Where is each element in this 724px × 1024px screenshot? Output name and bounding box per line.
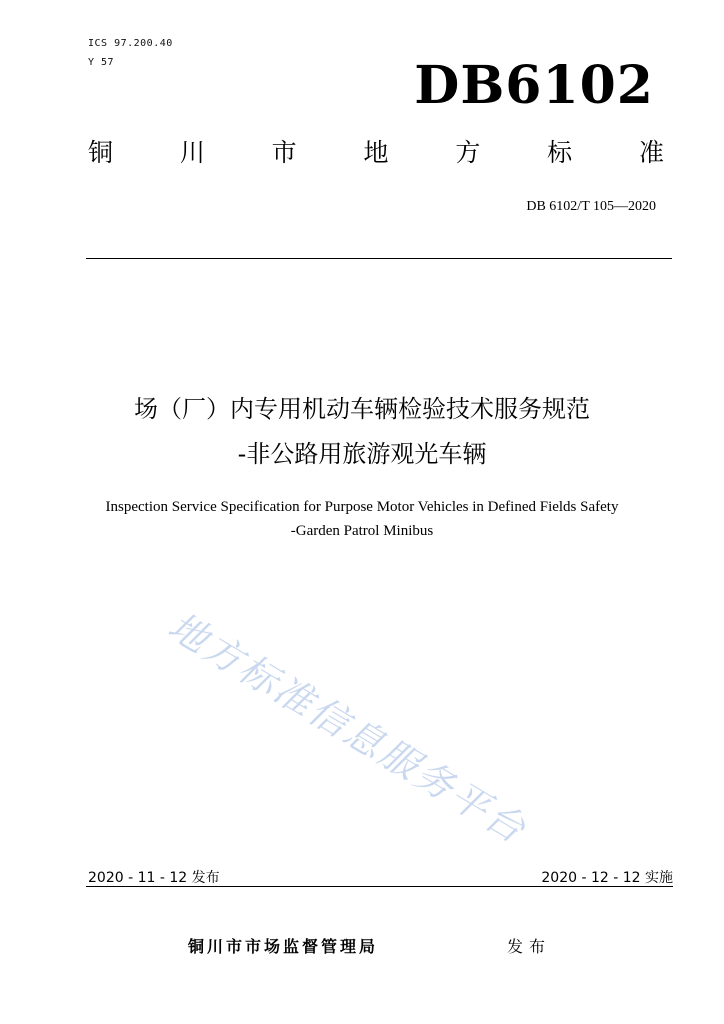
standard-type-char: 铜	[88, 138, 114, 167]
standard-type-char: 标	[547, 138, 573, 167]
standard-type-char: 地	[363, 138, 389, 167]
standard-type-char: 市	[271, 138, 297, 167]
header-divider	[86, 258, 672, 259]
publish-label: 发布	[507, 937, 552, 956]
standard-type	[88, 140, 664, 165]
title-en-line1: Inspection Service Specification for Purpose Motor Vehicles in Defined Fields Safety	[105, 499, 619, 515]
footer-divider	[86, 886, 673, 887]
issue-date: 2020 - 11 - 12 发布	[88, 870, 220, 886]
standard-type-char: 方	[455, 138, 481, 167]
classification-code: Y 57	[88, 57, 115, 68]
ics-code: ICS 97.200.40	[88, 38, 173, 49]
title-zh-line2: -非公路用旅游观光车辆	[237, 440, 487, 468]
implementation-date: 2020 - 12 - 12 实施	[541, 870, 673, 886]
standard-type-char: 准	[638, 138, 664, 167]
watermark: 地方标准信息服务平台	[160, 603, 535, 853]
standard-logo: DB6102	[414, 55, 654, 116]
title-zh-line1: 场（厂）内专用机动车辆检验技术服务规范	[134, 395, 590, 423]
publisher-name: 铜川市市场监督管理局	[188, 937, 379, 956]
title-en-line2: -Garden Patrol Minibus	[290, 523, 434, 539]
standard-type-char: 川	[179, 138, 205, 167]
standard-number: DB 6102/T 105—2020	[526, 199, 656, 214]
